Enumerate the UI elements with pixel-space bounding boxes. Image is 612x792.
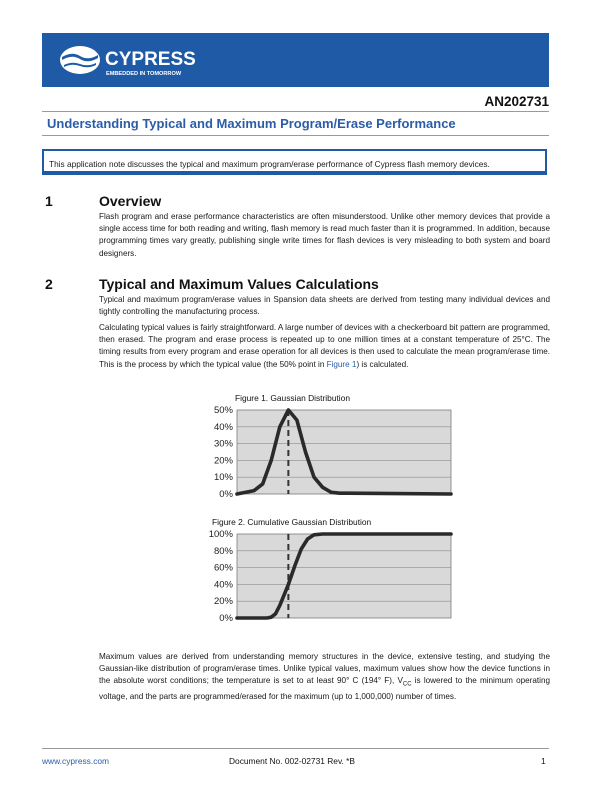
abstract-box <box>42 149 547 175</box>
fig2-plot-area <box>237 534 451 618</box>
maximum-values-paragraph: Maximum values are derived from understanding memory structures in the device, extensive testing, and studying the Gaussian-like distribution of program/erase times. Unlike typical values, maximum values show how the device functions in the absolute worst conditions; the temperature is set to at least 90° C (194° F), $V_{CC}$ is lowered to the minimum operating voltage, and the parts are programmed/erased for the maximum (up to 1,000,000) number of times. <box>99 652 550 702</box>
footer-rule <box>42 748 549 749</box>
fig1-y-tick-label: 40% <box>213 421 233 433</box>
fig2-y-tick-label: 80% <box>213 545 233 557</box>
overview-paragraph: Flash program and erase performance characteristics are often misunderstood. Unlike other memory devices that provide a single access time for both reading and writing, flash memory is read much faster than it is programmed. In addition, because programming times vary greatly, publishing single write times for flash devices is very misleading to both system and board designers. <box>99 212 550 258</box>
gaussian-distribution-chart <box>200 404 462 502</box>
fig2-y-tick-label: 100% <box>208 529 233 540</box>
footer-website-link[interactable]: www.cypress.com <box>42 756 110 766</box>
footer-page-number: 1 <box>541 756 546 766</box>
document-number: AN202731 <box>484 94 549 109</box>
fig1-y-tick-label: 50% <box>213 405 233 416</box>
fig1-y-tick-label: 10% <box>213 472 233 484</box>
footer-doc-ref: Document No. 002-02731 Rev. *B <box>229 756 356 766</box>
typical-max-intro-paragraph: Typical and maximum program/erase values in Spansion data sheets are derived from testing many individual devices and tightly controlling the manufacturing process. <box>99 295 550 317</box>
fig1-plot-area <box>237 410 451 494</box>
section-2-title: Typical and Maximum Values Calculations <box>99 276 379 292</box>
document-title: Understanding Typical and Maximum Program/Erase Performance <box>47 116 456 131</box>
title-rule <box>42 135 549 136</box>
cumulative-gaussian-chart <box>200 528 462 626</box>
section-1-number: 1 <box>45 193 53 209</box>
fig2-y-tick-label: 60% <box>213 562 233 574</box>
cypress-logo <box>58 38 208 82</box>
figure-2-caption: Figure 2. Cumulative Gaussian Distribution <box>212 517 372 527</box>
fig1-y-tick-label: 0% <box>219 489 233 500</box>
svg-text:EMBEDDED IN TOMORROW: EMBEDDED IN TOMORROW <box>106 71 182 77</box>
fig2-y-tick-label: 20% <box>213 596 233 608</box>
abstract-text: This application note discusses the typical and maximum program/erase performance of Cypress flash memory devices. <box>49 159 490 169</box>
fig2-y-tick-label: 40% <box>213 579 233 591</box>
section-2-number: 2 <box>45 276 53 292</box>
fig2-y-tick-label: 0% <box>219 613 233 624</box>
fig1-y-tick-label: 30% <box>213 438 233 450</box>
section-1-title: Overview <box>99 193 162 209</box>
typical-calc-paragraph: Calculating typical values is fairly straightforward. A large number of devices with a checkerboard bit pattern are programmed, then erased. The program and erase process is repeated up to one million times at a constant temperature of 25°C. The timing results from every program and erase operation for all devices is then used to calculate the mean program/erase time. This is the process by which the typical value (the 50% point in Figure 1) is calculated. <box>99 323 550 369</box>
fig1-y-tick-label: 20% <box>213 455 233 467</box>
figure-1-link[interactable]: Figure 1 <box>326 359 357 369</box>
header-rule <box>42 111 549 112</box>
svg-text:CYPRESS: CYPRESS <box>105 49 196 70</box>
figure-1-caption: Figure 1. Gaussian Distribution <box>235 393 350 403</box>
